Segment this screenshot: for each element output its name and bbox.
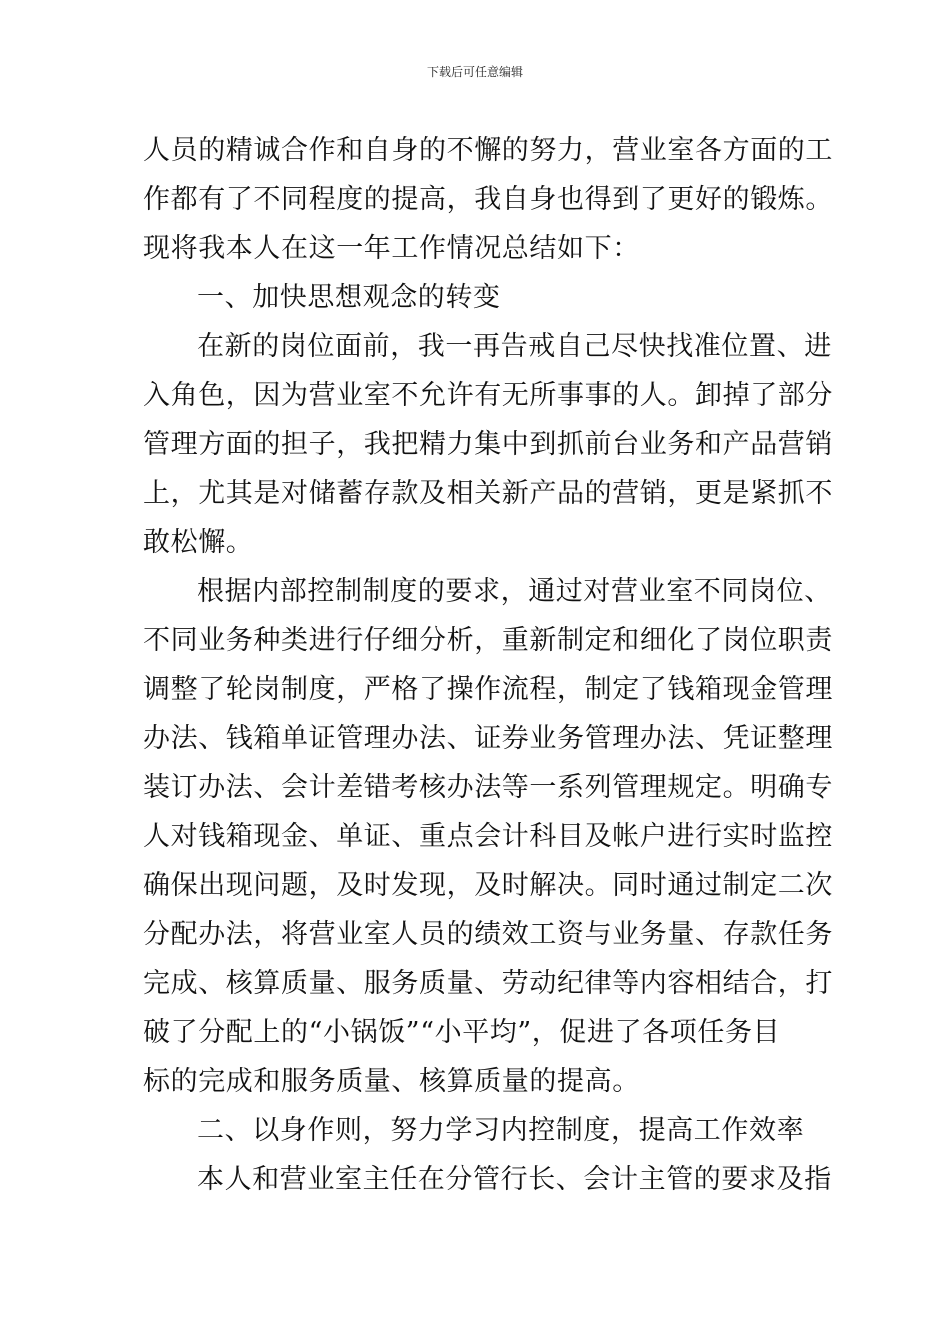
text-line: 人对钱箱现金、单证、重点会计科目及帐户进行实时监控: [143, 821, 833, 852]
section-heading: 二、以身作则，努力学习内控制度，提高工作效率: [197, 1115, 805, 1146]
text-line: 在新的岗位面前，我一再告戒自己尽快找准位置、进: [197, 331, 832, 362]
text-line: 完成、核算质量、服务质量、劳动纪律等内容相结合，打: [143, 968, 833, 999]
text-line: 根据内部控制制度的要求，通过对营业室不同岗位、: [197, 576, 832, 607]
text-line: 本人和营业室主任在分管行长、会计主管的要求及指: [197, 1164, 832, 1195]
text-line: 入角色，因为营业室不允许有无所事事的人。卸掉了部分: [143, 380, 833, 411]
text-line: 破了分配上的“小锅饭”“小平均”，促进了各项任务目: [143, 1017, 781, 1048]
text-line: 作都有了不同程度的提高，我自身也得到了更好的锻炼。: [143, 184, 833, 215]
text-line: 装订办法、会计差错考核办法等一系列管理规定。明确专: [143, 772, 833, 803]
text-line: 确保出现问题，及时发现，及时解决。同时通过制定二次: [143, 870, 833, 901]
text-line: 标的完成和服务质量、核算质量的提高。: [143, 1066, 640, 1097]
text-line: 分配办法，将营业室人员的绩效工资与业务量、存款任务: [143, 919, 833, 950]
text-line: 管理方面的担子，我把精力集中到抓前台业务和产品营销: [143, 429, 833, 460]
text-line: 人员的精诚合作和自身的不懈的努力，营业室各方面的工: [143, 135, 833, 166]
document-body: [143, 126, 833, 1204]
text-line: 现将我本人在这一年工作情况总结如下：: [143, 233, 640, 264]
section-heading: 一、加快思想观念的转变: [197, 282, 501, 313]
text-line: 办法、钱箱单证管理办法、证券业务管理办法、凭证整理: [143, 723, 833, 754]
text-line: 不同业务种类进行仔细分析，重新制定和细化了岗位职责: [143, 625, 833, 656]
page-header: 下载后可任意编辑: [426, 65, 523, 79]
text-line: 上，尤其是对储蓄存款及相关新产品的营销，更是紧抓不: [143, 478, 833, 509]
text-line: 敢松懈。: [143, 527, 254, 558]
text-line: 调整了轮岗制度，严格了操作流程，制定了钱箱现金管理: [143, 674, 833, 705]
